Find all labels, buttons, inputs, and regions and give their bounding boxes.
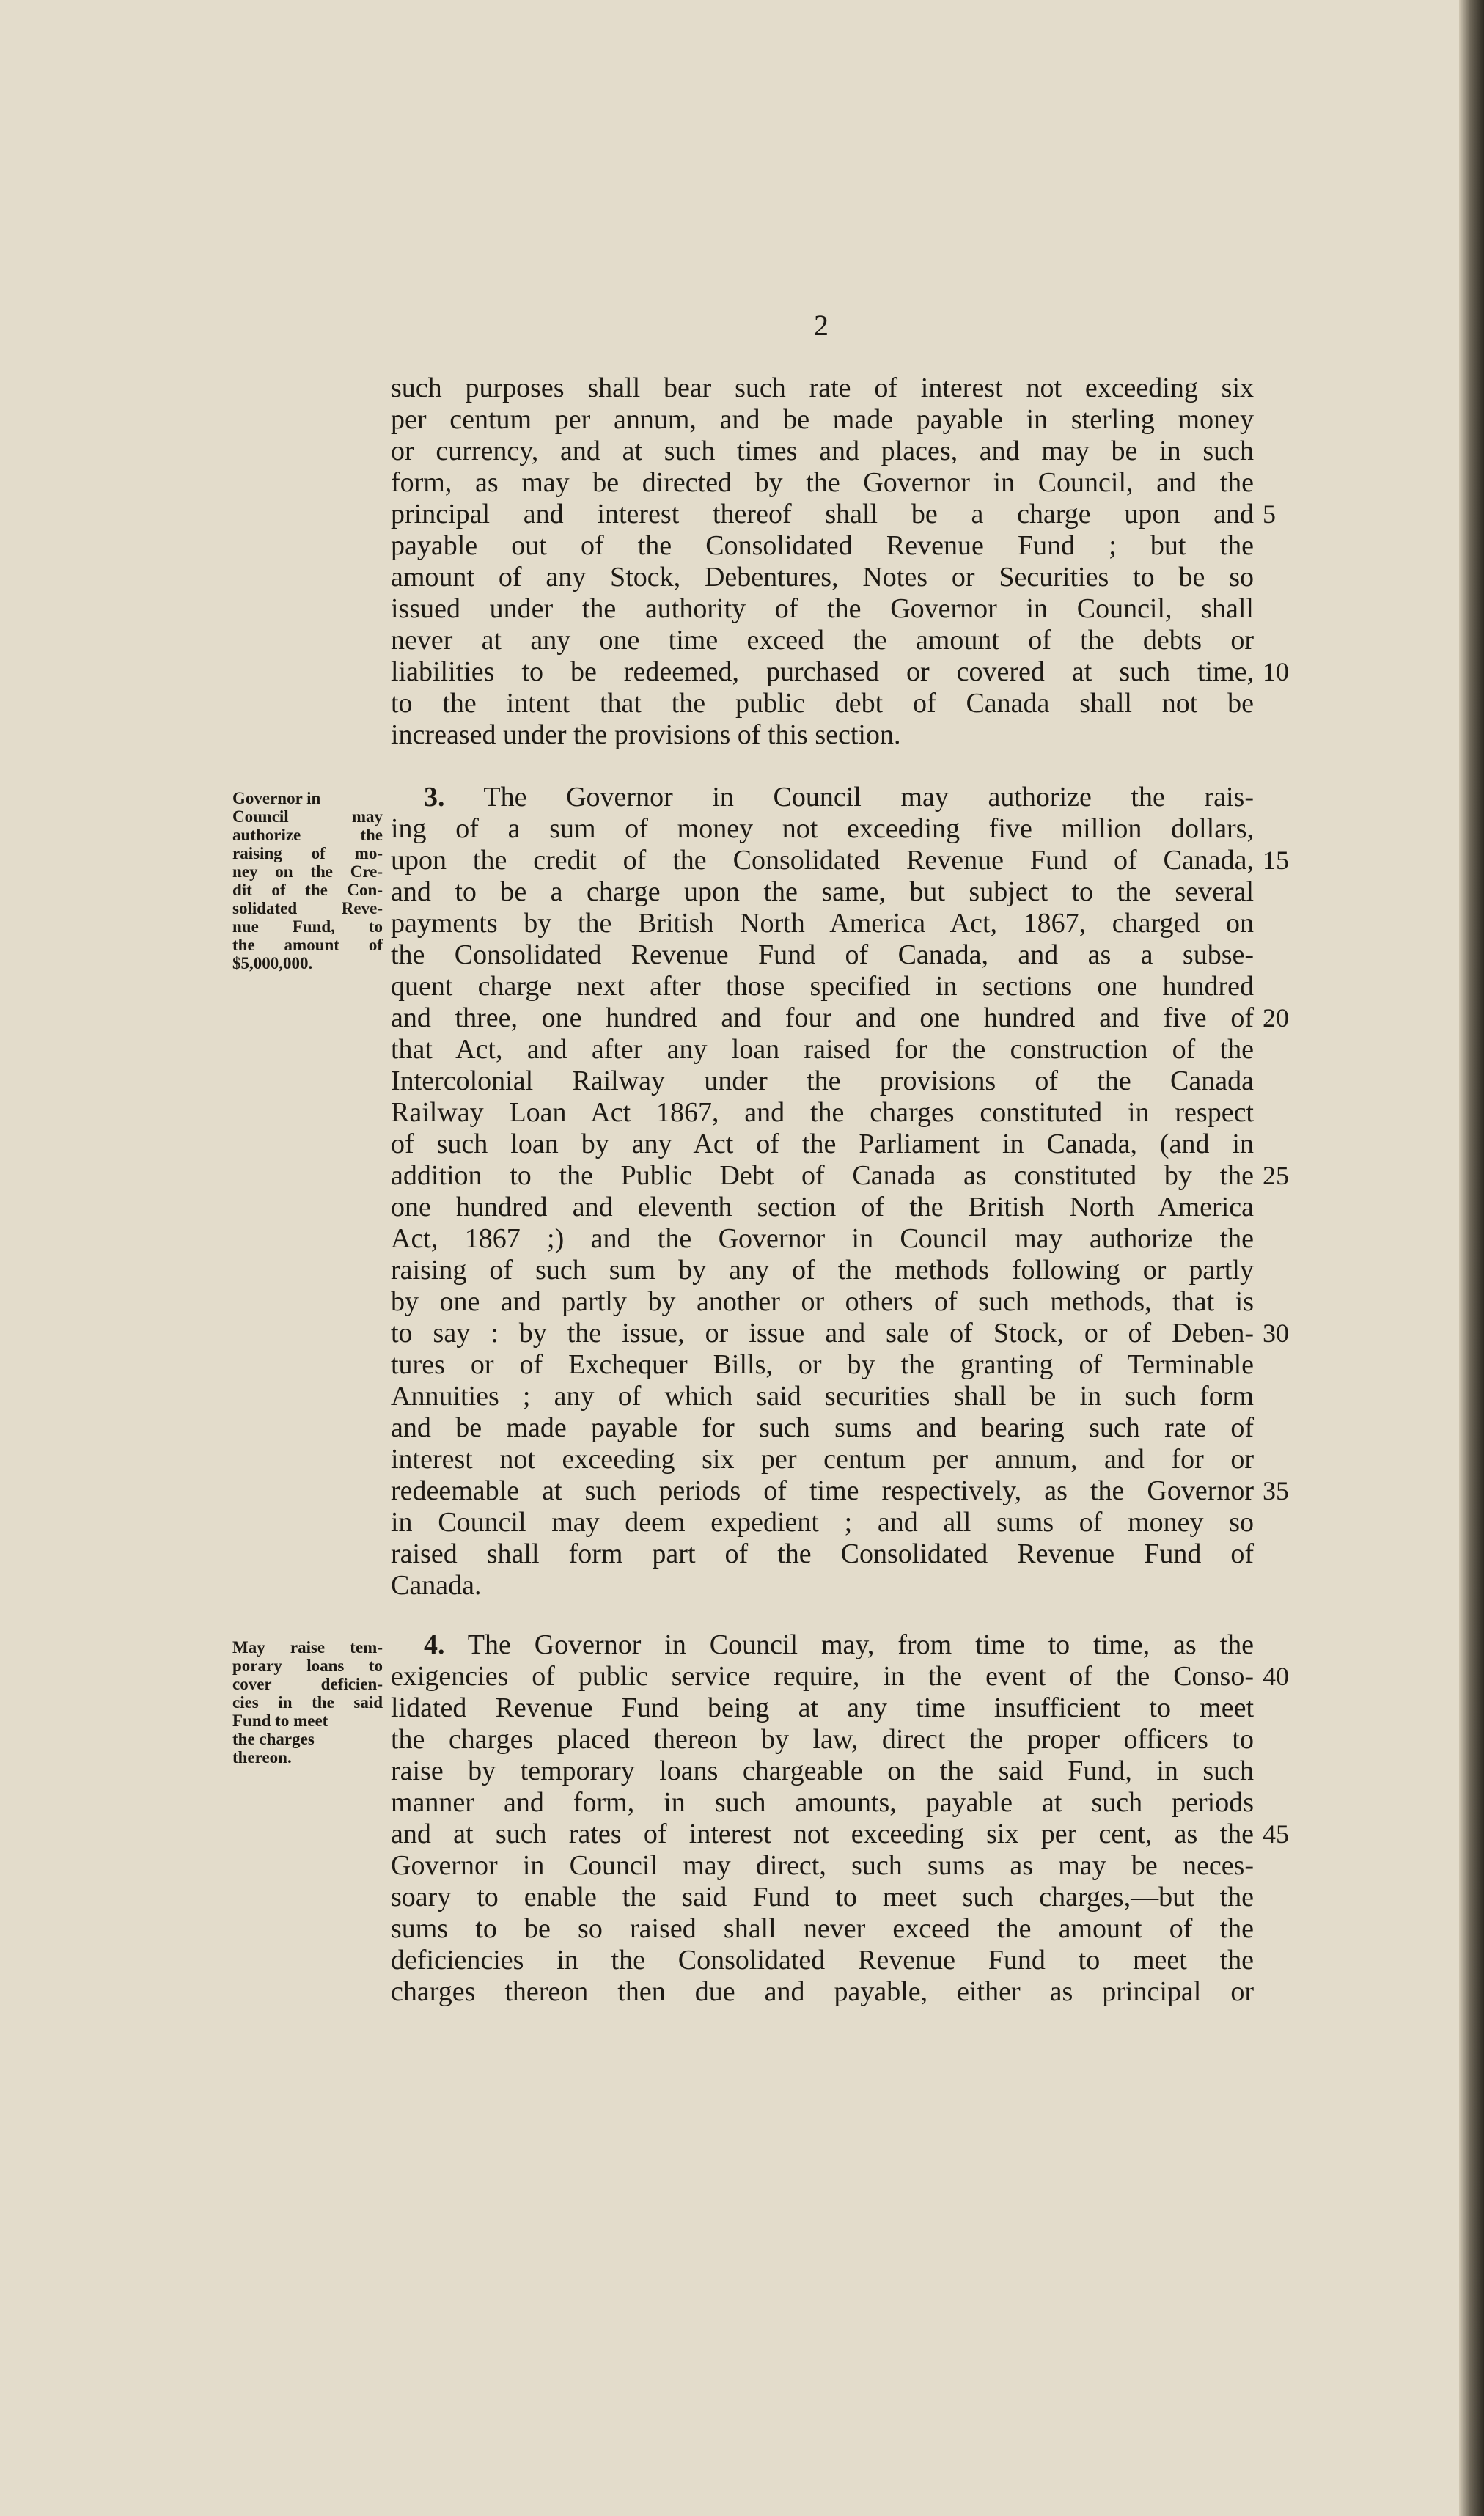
text-line: manner and form, in such amounts, payable at such periods bbox=[391, 1787, 1254, 1818]
line-number-column bbox=[1263, 0, 1307, 2516]
text-line: by one and partly by another or others of such methods, that is bbox=[391, 1286, 1254, 1317]
text-line: Canada. bbox=[391, 1570, 482, 1601]
text-line: exigencies of public service require, in the event of the Conso- bbox=[391, 1661, 1254, 1692]
text-line: ing of a sum of money not exceeding five million dollars, bbox=[391, 813, 1254, 844]
text-line: addition to the Public Debt of Canada as constituted by the bbox=[391, 1160, 1254, 1191]
text-line: to the intent that the public debt of Canada shall not be bbox=[391, 688, 1254, 719]
line-number: 25 bbox=[1263, 1161, 1289, 1190]
text-line: such purposes shall bear such rate of interest not exceeding six bbox=[391, 373, 1254, 403]
line-number: 15 bbox=[1263, 846, 1289, 875]
margin-note-line: Governor in bbox=[232, 789, 321, 807]
text-line: payable out of the Consolidated Revenue Fund ; but the bbox=[391, 530, 1254, 561]
text-line: of such loan by any Act of the Parliament in Canada, (and in bbox=[391, 1129, 1254, 1159]
line-number: 20 bbox=[1263, 1003, 1289, 1033]
text-line: form, as may be directed by the Governor in Council, and the bbox=[391, 467, 1254, 498]
margin-note-line: nue Fund, to bbox=[232, 917, 383, 936]
margin-note-line: porary loans to bbox=[232, 1657, 383, 1675]
section-number: 3. bbox=[424, 782, 445, 813]
line-number: 5 bbox=[1263, 499, 1276, 529]
text-line: and to be a charge upon the same, but subject to the several bbox=[391, 876, 1254, 907]
text-line: in Council may deem expedient ; and all sums of money so bbox=[391, 1507, 1254, 1538]
text-line: never at any one time exceed the amount of the debts or bbox=[391, 625, 1254, 656]
text-line: raising of such sum by any of the methods following or partly bbox=[391, 1255, 1254, 1285]
text-line: the Consolidated Revenue Fund of Canada, and as a subse- bbox=[391, 939, 1254, 970]
text-line: soary to enable the said Fund to meet such charges,—but the bbox=[391, 1882, 1254, 1912]
text-line bbox=[391, 1629, 1254, 1661]
margin-note-line: May raise tem- bbox=[232, 1638, 383, 1657]
text-line: sums to be so raised shall never exceed the amount of the bbox=[391, 1913, 1254, 1944]
text-line: Railway Loan Act 1867, and the charges constituted in respect bbox=[391, 1097, 1254, 1128]
text-line: amount of any Stock, Debentures, Notes or Securities to be so bbox=[391, 562, 1254, 593]
text-line: to say : by the issue, or issue and sale of Stock, or of Deben- bbox=[391, 1318, 1254, 1349]
text-line: deficiencies in the Consolidated Revenue Fund to meet the bbox=[391, 1945, 1254, 1976]
section-number: 4. bbox=[424, 1629, 445, 1660]
text-line: Act, 1867 ;) and the Governor in Council may authorize the bbox=[391, 1223, 1254, 1254]
text-line: redeemable at such periods of time respectively, as the Governor bbox=[391, 1475, 1254, 1506]
line-number: 45 bbox=[1263, 1819, 1289, 1849]
text-line: principal and interest thereof shall be a charge upon and bbox=[391, 499, 1254, 529]
margin-note-line: authorize the bbox=[232, 826, 383, 844]
text-line bbox=[391, 782, 1254, 813]
page-binding-edge bbox=[1459, 0, 1484, 2516]
page-number: 2 bbox=[814, 309, 829, 342]
margin-note-section-3 bbox=[232, 789, 383, 972]
text-line: raised shall form part of the Consolidated Revenue Fund of bbox=[391, 1538, 1254, 1569]
text-line: tures or of Exchequer Bills, or by the granting of Terminable bbox=[391, 1349, 1254, 1380]
text-line: and three, one hundred and four and one hundred and five of bbox=[391, 1002, 1254, 1033]
line-number: 40 bbox=[1263, 1662, 1289, 1691]
text-line: that Act, and after any loan raised for the construction of the bbox=[391, 1034, 1254, 1065]
paragraph-section-4 bbox=[391, 1629, 1254, 2008]
text-line: Governor in Council may direct, such sums as may be neces- bbox=[391, 1850, 1254, 1881]
text-line: raise by temporary loans chargeable on the said Fund, in such bbox=[391, 1756, 1254, 1786]
margin-note-line: cies in the said bbox=[232, 1693, 383, 1712]
text-line: one hundred and eleventh section of the British North America bbox=[391, 1192, 1254, 1222]
text-line-body: The Governor in Council may, from time to time, as the bbox=[467, 1629, 1254, 1660]
margin-note-line: Council may bbox=[232, 807, 383, 826]
margin-note-line: thereon. bbox=[232, 1748, 292, 1767]
text-line: Intercolonial Railway under the provisions of the Canada bbox=[391, 1066, 1254, 1096]
margin-note-line: Fund to meet bbox=[232, 1712, 328, 1730]
margin-note-line: the charges bbox=[232, 1730, 315, 1748]
paragraph-continuation bbox=[391, 373, 1254, 751]
text-line: quent charge next after those specified in sections one hundred bbox=[391, 971, 1254, 1002]
text-line: payments by the British North America Act, 1867, charged on bbox=[391, 908, 1254, 939]
text-line: Annuities ; any of which said securities shall be in such form bbox=[391, 1381, 1254, 1412]
margin-note-section-4 bbox=[232, 1638, 383, 1767]
text-line: interest not exceeding six per centum per annum, and for or bbox=[391, 1444, 1254, 1475]
margin-note-line: ney on the Cre- bbox=[232, 862, 383, 881]
text-line: and at such rates of interest not exceeding six per cent, as the bbox=[391, 1819, 1254, 1849]
text-line: and be made payable for such sums and bearing such rate of bbox=[391, 1412, 1254, 1443]
margin-note-line: solidated Reve- bbox=[232, 899, 383, 917]
text-line: liabilities to be redeemed, purchased or covered at such time, bbox=[391, 656, 1254, 687]
margin-note-line: raising of mo- bbox=[232, 844, 383, 862]
text-line: upon the credit of the Consolidated Revenue Fund of Canada, bbox=[391, 845, 1254, 876]
text-line: the charges placed thereon by law, direct the proper officers to bbox=[391, 1724, 1254, 1755]
margin-note-line: $5,000,000. bbox=[232, 954, 313, 972]
margin-note-line: dit of the Con- bbox=[232, 881, 383, 899]
margin-note-line: the amount of bbox=[232, 936, 383, 954]
text-line: lidated Revenue Fund being at any time insufficient to meet bbox=[391, 1692, 1254, 1723]
text-line: per centum per annum, and be made payable in sterling money bbox=[391, 404, 1254, 435]
line-number: 35 bbox=[1263, 1476, 1289, 1505]
line-number: 30 bbox=[1263, 1318, 1289, 1348]
margin-note-line: cover deficien- bbox=[232, 1675, 383, 1693]
text-line-body: The Governor in Council may authorize the rais- bbox=[483, 782, 1254, 813]
paragraph-section-3 bbox=[391, 782, 1254, 1602]
text-line: charges thereon then due and payable, either as principal or bbox=[391, 1976, 1254, 2007]
text-line: issued under the authority of the Governor in Council, shall bbox=[391, 593, 1254, 624]
line-number: 10 bbox=[1263, 657, 1289, 686]
text-line: increased under the provisions of this section. bbox=[391, 719, 901, 750]
text-line: or currency, and at such times and places, and may be in such bbox=[391, 436, 1254, 466]
